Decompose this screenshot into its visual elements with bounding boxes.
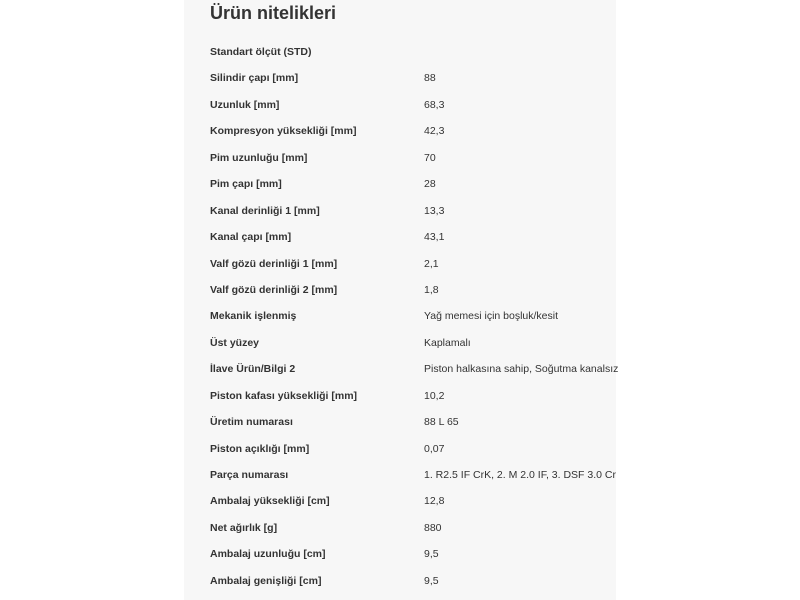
- spec-value: 0,07: [424, 442, 445, 455]
- spec-label: Ambalaj uzunluğu [cm]: [210, 548, 326, 561]
- spec-row: [184, 330, 616, 356]
- spec-row: [184, 39, 616, 65]
- spec-value: 28: [424, 178, 436, 191]
- spec-row: [184, 515, 616, 541]
- spec-row: [184, 303, 616, 329]
- spec-value: 88: [424, 72, 436, 85]
- spec-value: 12,8: [424, 495, 445, 508]
- spec-value: 43,1: [424, 231, 445, 244]
- spec-value: Piston halkasına sahip, Soğutma kanalsız: [424, 363, 619, 376]
- spec-label: İlave Ürün/Bilgi 2: [210, 363, 296, 376]
- spec-label: Standart ölçüt (STD): [210, 46, 312, 58]
- spec-row: [184, 436, 616, 462]
- spec-value: 1,8: [424, 283, 439, 296]
- spec-value: 70: [424, 151, 436, 164]
- spec-value: 2,1: [424, 257, 439, 270]
- spec-label: Pim uzunluğu [mm]: [210, 151, 308, 164]
- spec-label: Üretim numarası: [210, 416, 293, 429]
- spec-table: [184, 39, 619, 594]
- spec-label: Kanal derinliği 1 [mm]: [210, 204, 320, 217]
- spec-label: Silindir çapı [mm]: [210, 72, 299, 85]
- spec-label: Net ağırlık [g]: [210, 521, 278, 534]
- spec-row: [184, 462, 616, 488]
- spec-row: [184, 488, 616, 514]
- spec-label: Pim çapı [mm]: [210, 178, 282, 191]
- spec-value: 880: [424, 521, 442, 534]
- spec-row: [184, 65, 616, 91]
- spec-label: Ambalaj yüksekliği [cm]: [210, 495, 330, 508]
- spec-label: Ambalaj genişliği [cm]: [210, 574, 322, 587]
- spec-label: Piston kafası yüksekliği [mm]: [210, 389, 358, 402]
- spec-label: Valf gözü derinliği 2 [mm]: [210, 283, 338, 296]
- spec-value: 9,5: [424, 548, 439, 561]
- spec-row: [184, 356, 619, 382]
- section-title: Ürün nitelikleri: [210, 3, 337, 23]
- spec-label: Kompresyon yüksekliği [mm]: [210, 125, 357, 138]
- spec-row: [184, 224, 616, 250]
- spec-value: 13,3: [424, 204, 445, 217]
- spec-row: [184, 568, 616, 594]
- spec-row: [184, 277, 616, 303]
- spec-label: Kanal çapı [mm]: [210, 231, 292, 244]
- spec-row: [184, 251, 616, 277]
- spec-row: [184, 409, 616, 435]
- spec-row: [184, 92, 616, 118]
- spec-label: Valf gözü derinliği 1 [mm]: [210, 257, 338, 270]
- spec-row: [184, 541, 616, 567]
- spec-value: 9,5: [424, 574, 439, 587]
- spec-value: Kaplamalı: [424, 336, 471, 349]
- spec-value: 42,3: [424, 125, 445, 138]
- spec-row: [184, 118, 616, 144]
- spec-label: Uzunluk [mm]: [210, 98, 280, 111]
- spec-row: [184, 171, 616, 197]
- spec-label: Üst yüzey: [210, 336, 260, 349]
- spec-label: Mekanik işlenmiş: [210, 310, 297, 323]
- spec-value: 68,3: [424, 98, 445, 111]
- spec-value: 88 L 65: [424, 416, 459, 429]
- spec-label: Piston açıklığı [mm]: [210, 442, 310, 455]
- spec-value: 1. R2.5 IF CrK, 2. M 2.0 IF, 3. DSF 3.0 Cr: [424, 469, 616, 481]
- spec-row: [184, 198, 616, 224]
- spec-row: [184, 383, 616, 409]
- spec-value: Yağ memesi için boşluk/kesit: [424, 310, 559, 323]
- spec-label: Parça numarası: [210, 469, 289, 481]
- spec-value: 10,2: [424, 389, 445, 402]
- spec-row: [184, 145, 616, 171]
